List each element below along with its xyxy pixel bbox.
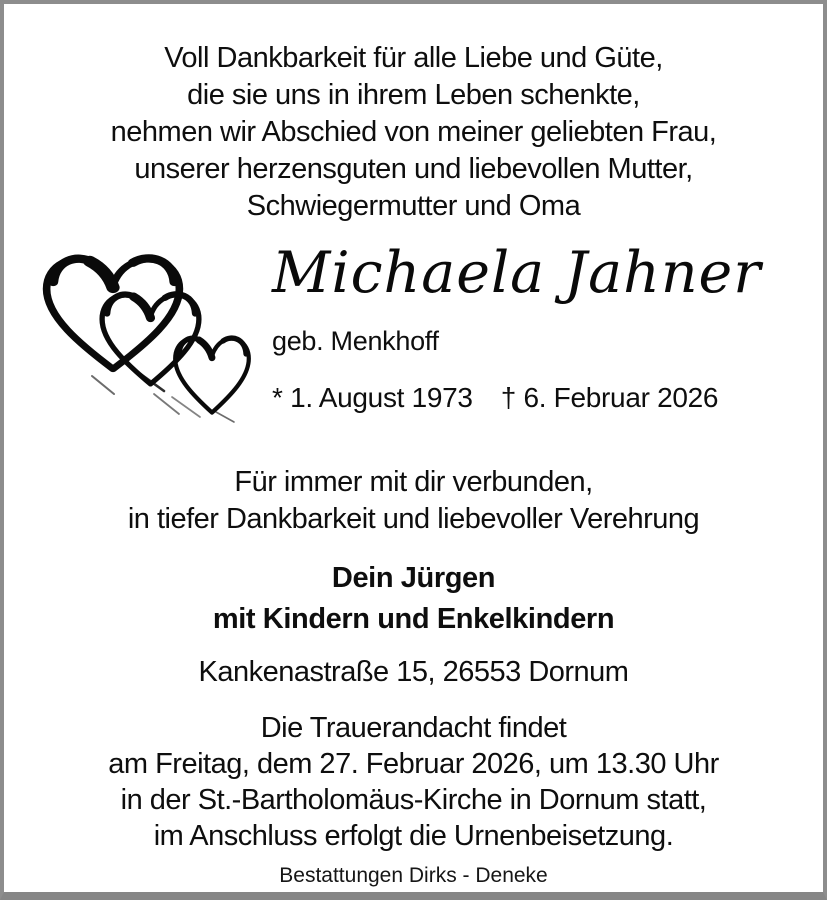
intro-line: Voll Dankbarkeit für alle Liebe und Güte, (164, 42, 663, 74)
intro-line: nehmen wir Abschied von meiner geliebten Frau, (110, 116, 717, 148)
service-line: in der St.-Bartholomäus-Kirche in Dornum statt, (120, 784, 707, 816)
intro-line: Schwiegermutter und Oma (246, 190, 581, 222)
funeral-home-name: Bestattungen Dirks - Deneke (279, 864, 548, 887)
mourners-text (4, 558, 823, 640)
intro-line: die sie uns in ihrem Leben schenkte, (187, 79, 640, 111)
service-line: Die Trauerandacht findet (260, 712, 567, 744)
service-line: im Anschluss erfolgt die Urnenbeisetzung. (153, 820, 674, 852)
service-line: am Freitag, dem 27. Februar 2026, um 13.30 Uhr (108, 748, 719, 780)
tribute-line: Für immer mit dir verbunden, (234, 466, 593, 498)
service-text (4, 710, 823, 854)
maiden-name: geb. Menkhoff (272, 326, 439, 356)
mourner-line: Dein Jürgen (331, 562, 496, 594)
intro-line: unserer herzensguten und liebevollen Mutter, (134, 153, 693, 185)
death-date: † 6. Februar 2026 (500, 382, 719, 413)
hearts-icon (14, 224, 274, 424)
mourner-line: mit Kindern und Enkelkindern (212, 603, 615, 635)
deceased-block (272, 240, 762, 414)
birth-date: * 1. August 1973 (272, 382, 473, 413)
tribute-text (4, 464, 823, 538)
intro-text (4, 40, 823, 225)
life-dates (272, 382, 762, 414)
address-line: Kankenastraße 15, 26553 Dornum (198, 656, 629, 688)
tribute-line: in tiefer Dankbarkeit und liebevoller Verehrung (127, 503, 700, 535)
deceased-name: Michaela Jahner (272, 240, 762, 306)
